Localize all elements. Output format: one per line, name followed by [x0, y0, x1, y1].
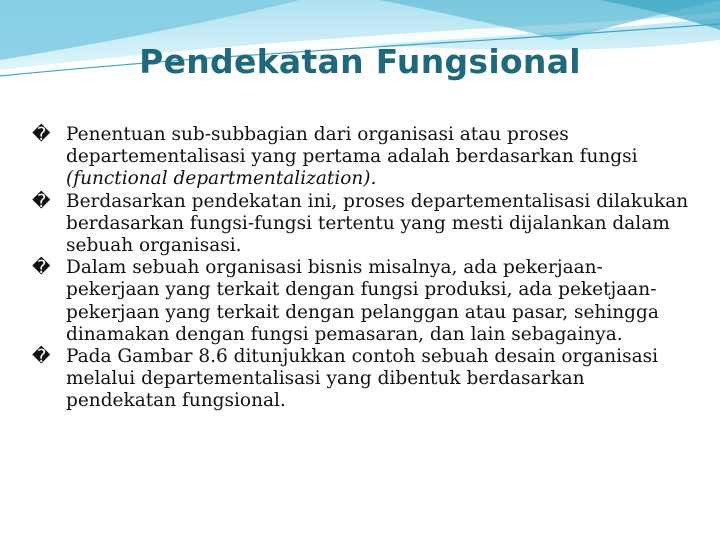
bullet-text: Penentuan sub-subbagian dari organisasi atau proses departementalisasi yang pertama adalah berdasarkan fungsi: [66, 124, 638, 168]
bullet-marker-icon: �: [32, 346, 51, 368]
bullet-marker-icon: �: [32, 257, 51, 279]
bullet-marker-icon: �: [32, 124, 51, 145]
bullet-text: Berdasarkan pendekatan ini, proses departementalisasi dilakukan berdasarkan fungsi-fungsi tertentu yang mesti dijalankan dalam sebuah organisasi.: [66, 190, 689, 257]
bullet-text: Pada Gambar 8.6 ditunjukkan contoh sebuah desain organisasi melalui departementalisasi yang dibentuk berdasarkan pendekatan fungsional.: [66, 346, 659, 412]
bullet-item-1: [30, 124, 690, 191]
bullet-emphasis: (functional departmentalization).: [66, 168, 377, 190]
bullet-text: Dalam sebuah organisasi bisnis misalnya, ada pekerjaan-pekerjaan yang terkait dengan fungsi produksi, ada peketjaan-pekerjaan yang terkait dengan pelanggan atau pasar, sehingga dinamakan dengan fungsi pemasaran, dan lain sebagainya.: [66, 257, 659, 345]
bullet-item-4: [30, 346, 690, 413]
bullet-marker-icon: �: [32, 190, 51, 212]
bullet-item-3: [30, 257, 690, 346]
slide-title: Pendekatan Fungsional: [139, 42, 581, 81]
bullet-list: [30, 124, 690, 413]
bullet-item-2: [30, 191, 690, 258]
